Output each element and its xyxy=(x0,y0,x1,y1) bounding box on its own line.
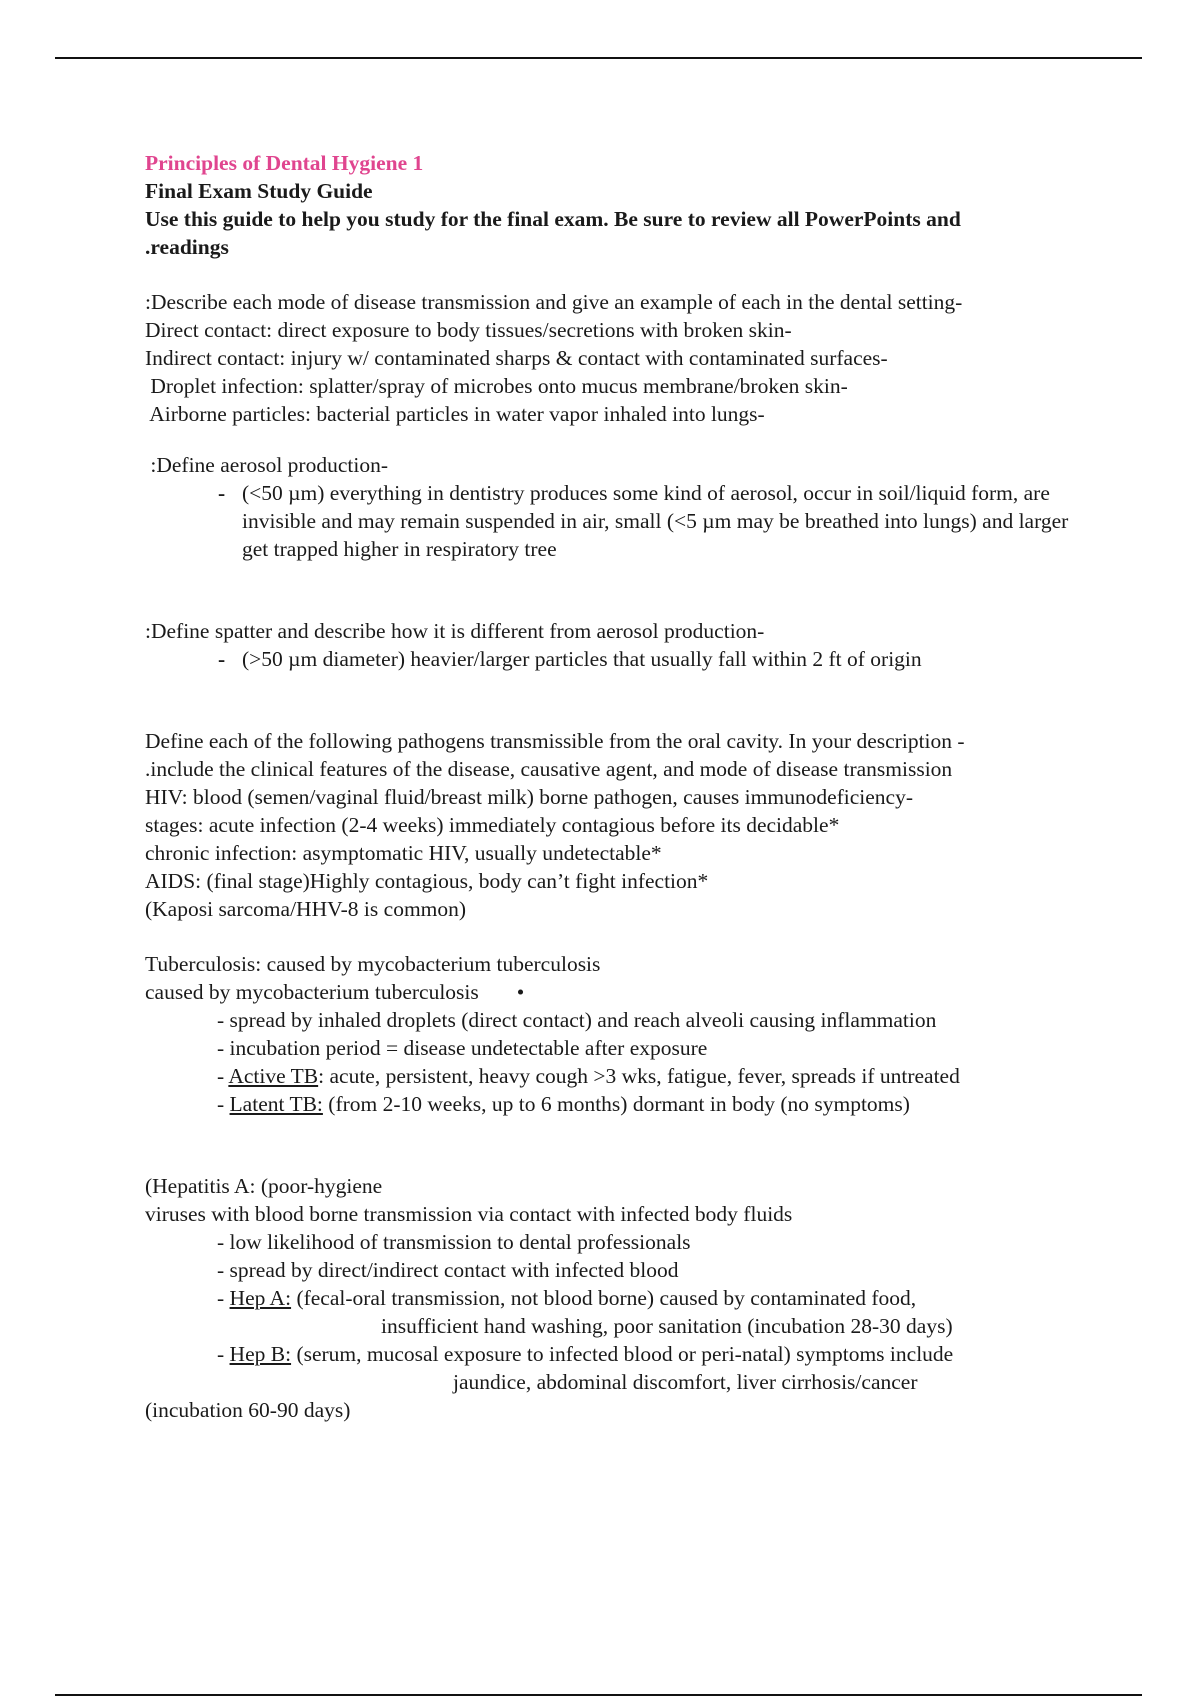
pathogens-intro-2: .include the clinical features of the disease, causative agent, and mode of disease transmission xyxy=(145,757,953,781)
spacer xyxy=(145,673,1075,727)
spacer xyxy=(145,261,1075,288)
spacer xyxy=(145,563,1075,617)
aerosol-bullet-text: (<50 µm) everything in dentistry produces some kind of aerosol, occur in soil/liquid form, are invisible and may remain suspended in air, small (<5 µm may be breathed into lungs) and larger get trapped higher in respiratory tree xyxy=(242,481,1069,561)
tb-item: - spread by inhaled droplets (direct contact) and reach alveoli causing inflammation xyxy=(217,1008,937,1032)
dash: - xyxy=(217,1286,230,1310)
spacer xyxy=(145,1118,1075,1172)
transmission-item: Indirect contact: injury w/ contaminated sharps & contact with contaminated surfaces- xyxy=(145,346,888,370)
hep-incubation: (incubation 60-90 days) xyxy=(145,1398,351,1422)
tb-line-2 xyxy=(145,978,1075,1006)
spacer xyxy=(145,923,1075,950)
active-tb-text: : acute, persistent, heavy cough >3 wks, fatigue, fever, spreads if untreated xyxy=(318,1064,960,1088)
hep-item: - low likelihood of transmission to dental professionals xyxy=(217,1230,691,1254)
instructions-line-2: .readings xyxy=(145,235,229,259)
hep-a-text: (fecal-oral transmission, not blood borne) caused by contaminated food, xyxy=(291,1286,917,1310)
hep-a-label: Hep A: xyxy=(229,1286,292,1310)
hep-b-continued: jaundice, abdominal discomfort, liver cirrhosis/cancer xyxy=(453,1370,918,1394)
hep-line-1: (Hepatitis A: (poor-hygiene xyxy=(145,1174,383,1198)
hep-item: - spread by direct/indirect contact with infected blood xyxy=(217,1258,679,1282)
transmission-item: Direct contact: direct exposure to body tissues/secretions with broken skin- xyxy=(145,318,792,342)
course-title: Principles of Dental Hygiene 1 xyxy=(145,151,424,175)
dash: - xyxy=(217,1342,230,1366)
top-rule xyxy=(55,57,1142,59)
document-body xyxy=(145,149,1075,1424)
spatter-bullet xyxy=(145,645,1075,673)
dash: - xyxy=(217,1092,230,1116)
bullet-dot-icon: • xyxy=(516,980,525,1004)
hiv-line: HIV: blood (semen/vaginal fluid/breast milk) borne pathogen, causes immunodeficiency- xyxy=(145,785,914,809)
tb-latent xyxy=(145,1090,1075,1118)
pathogens-intro-1: Define each of the following pathogens transmissible from the oral cavity. In your description - xyxy=(145,729,965,753)
dash: - xyxy=(217,1064,229,1088)
latent-tb-text: (from 2-10 weeks, up to 6 months) dormant in body (no symptoms) xyxy=(322,1092,910,1116)
guide-title: Final Exam Study Guide xyxy=(145,179,373,203)
active-tb-label: Active TB xyxy=(228,1064,319,1088)
bullet-dash: - xyxy=(218,481,226,505)
tb-active xyxy=(145,1062,1075,1090)
aerosol-bullet xyxy=(145,479,1075,563)
hep-b-text: (serum, mucosal exposure to infected blood or peri-natal) symptoms include xyxy=(291,1342,954,1366)
bullet-dash: - xyxy=(218,647,226,671)
tb-line-1: Tuberculosis: caused by mycobacterium tuberculosis xyxy=(145,952,601,976)
spatter-question: :Define spatter and describe how it is different from aerosol production- xyxy=(145,619,765,643)
spatter-bullet-text: (>50 µm diameter) heavier/larger particles that usually fall within 2 ft of origin xyxy=(242,647,922,671)
spacer xyxy=(145,428,1075,451)
hep-line-2: viruses with blood borne transmission via contact with infected body fluids xyxy=(145,1202,793,1226)
instructions-line-1: Use this guide to help you study for the final exam. Be sure to review all PowerPoints and xyxy=(145,207,961,231)
latent-tb-label: Latent TB: xyxy=(229,1092,323,1116)
hiv-line: stages: acute infection (2-4 weeks) immediately contagious before its decidable* xyxy=(145,813,840,837)
transmission-item: Airborne particles: bacterial particles in water vapor inhaled into lungs- xyxy=(145,402,765,426)
tb-item: - incubation period = disease undetectable after exposure xyxy=(217,1036,708,1060)
hiv-line: chronic infection: asymptomatic HIV, usually undetectable* xyxy=(145,841,662,865)
hep-b xyxy=(145,1340,1075,1368)
transmission-question: :Describe each mode of disease transmission and give an example of each in the dental setting- xyxy=(145,290,963,314)
aerosol-question: :Define aerosol production- xyxy=(145,453,388,477)
hep-a xyxy=(145,1284,1075,1312)
hep-a-continued: insufficient hand washing, poor sanitation (incubation 28-30 days) xyxy=(381,1314,953,1338)
hiv-line: (Kaposi sarcoma/HHV-8 is common) xyxy=(145,897,467,921)
transmission-item: Droplet infection: splatter/spray of microbes onto mucus membrane/broken skin- xyxy=(145,374,848,398)
tb-line-2-text: caused by mycobacterium tuberculosis xyxy=(145,980,479,1004)
bottom-rule xyxy=(55,1694,1142,1696)
hep-b-label: Hep B: xyxy=(229,1342,292,1366)
hiv-line: AIDS: (final stage)Highly contagious, body can’t fight infection* xyxy=(145,869,709,893)
